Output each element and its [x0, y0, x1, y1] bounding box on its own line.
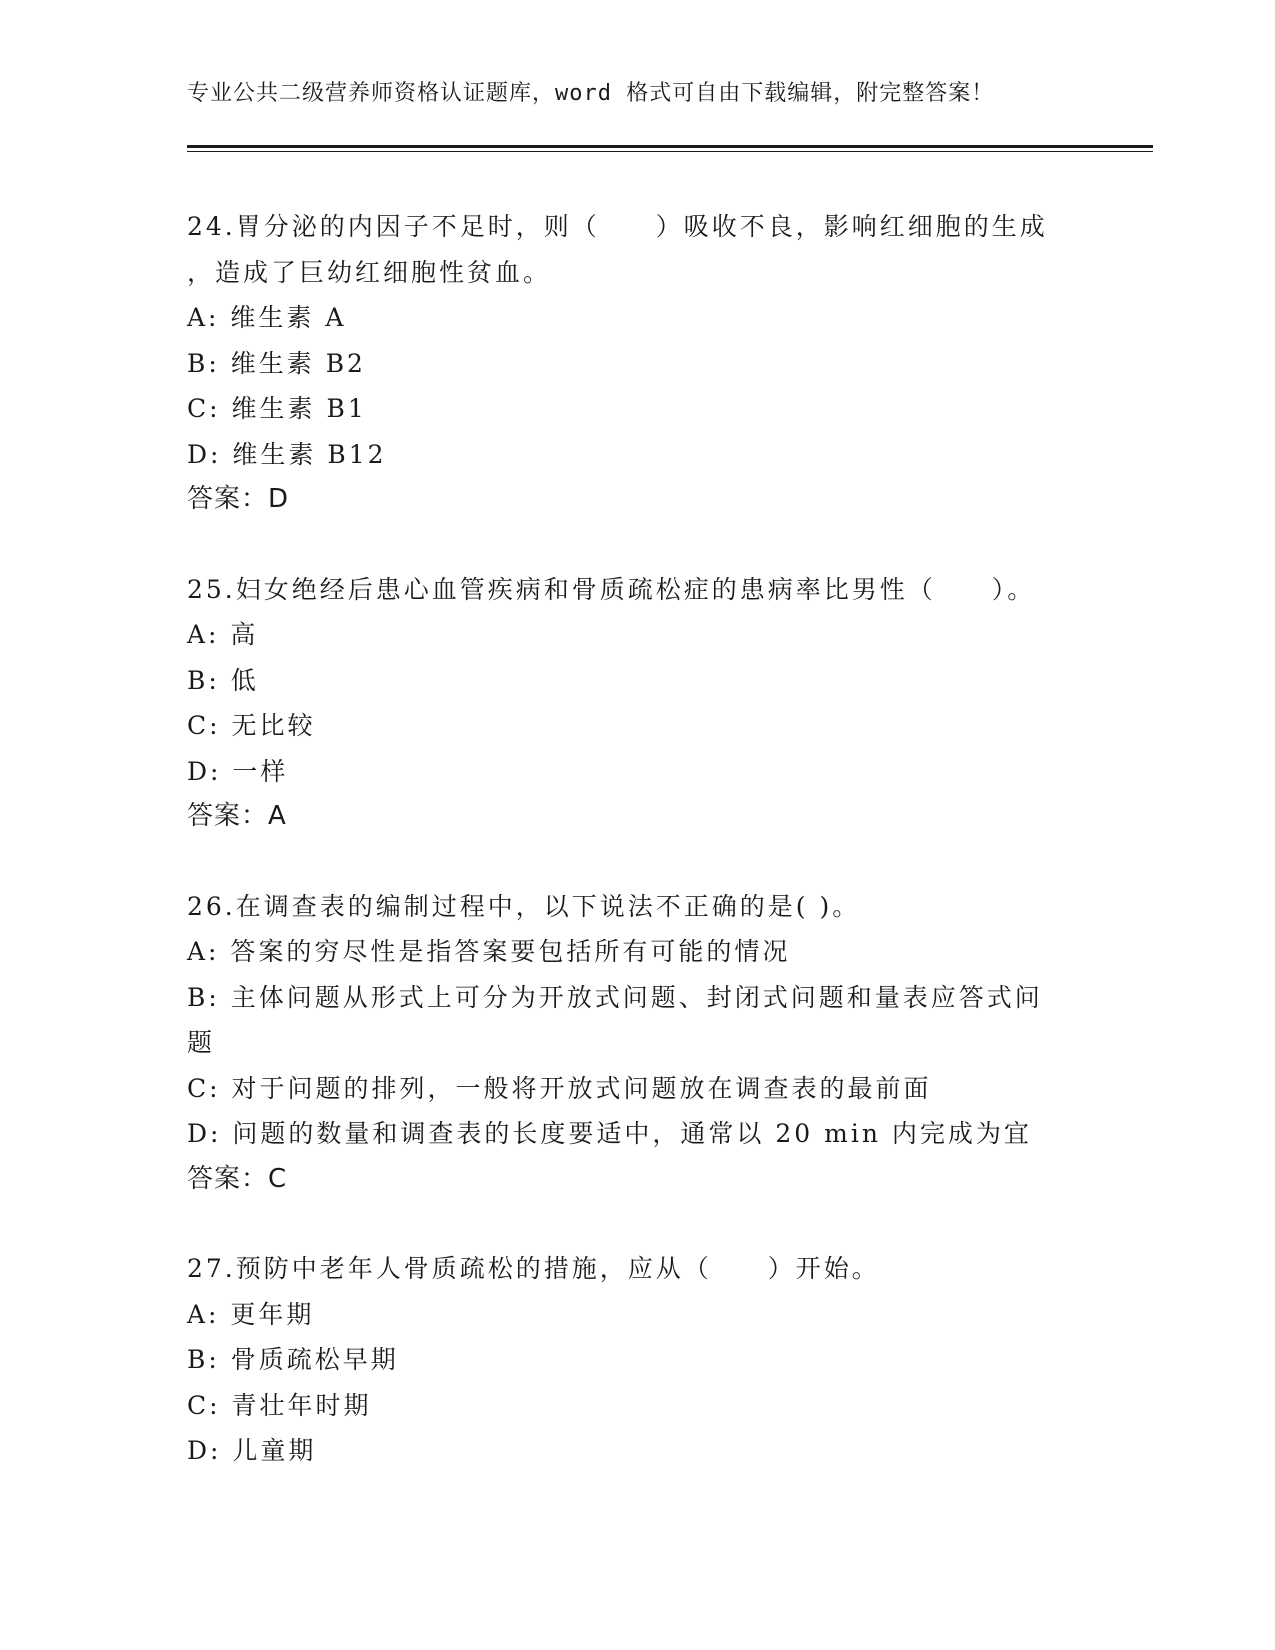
option-b: B: 骨质疏松早期 [187, 1345, 399, 1374]
option-d: D: 维生素 B12 [187, 439, 387, 469]
answer: 答案：D [187, 484, 290, 514]
question-27 [187, 1246, 1087, 1474]
option-c: C: 对于问题的排列，一般将开放式问题放在调查表的最前面 [187, 1073, 932, 1103]
option-d: D: 问题的数量和调查表的长度要适中，通常以 20 min 内完成为宜 [187, 1119, 1032, 1148]
option-b-continued: 题 [187, 1028, 216, 1057]
answer: 答案：C [187, 1163, 288, 1194]
option-a: A: 高 [187, 620, 259, 649]
option-c: C: 维生素 B1 [187, 394, 367, 423]
question-stem: 26.在调查表的编制过程中，以下说法不正确的是( )。 [187, 891, 861, 921]
question-list [187, 204, 1087, 1474]
question-stem: 24.胃分泌的内因子不足时，则（ ）吸收不良，影响红细胞的生成 [187, 212, 1048, 241]
question-24 [187, 204, 1087, 523]
option-c: C: 无比较 [187, 711, 316, 740]
option-b: B: 低 [187, 665, 259, 695]
option-d: D: 一样 [187, 756, 289, 786]
option-c: C: 青壮年时期 [187, 1390, 372, 1420]
option-a: A: 更年期 [187, 1299, 315, 1329]
question-25 [187, 567, 1087, 840]
option-a: A: 维生素 A [187, 303, 347, 332]
question-stem: ，造成了巨幼红细胞性贫血。 [187, 257, 552, 287]
header-title: 专业公共二级营养师资格认证题库，word 格式可自由下载编辑，附完整答案！ [187, 81, 995, 106]
answer: 答案：A [187, 801, 287, 831]
option-a: A: 答案的穷尽性是指答案要包括所有可能的情况 [187, 937, 791, 966]
header-divider-thin [187, 151, 1153, 152]
question-stem: 25.妇女绝经后患心血管疾病和骨质疏松症的患病率比男性（ ）。 [187, 574, 1036, 604]
question-stem: 27.预防中老年人骨质疏松的措施，应从（ ）开始。 [187, 1254, 880, 1283]
header-divider [187, 145, 1153, 148]
option-d: D: 儿童期 [187, 1436, 317, 1465]
option-b: B: 主体问题从形式上可分为开放式问题、封闭式问题和量表应答式问 [187, 982, 1043, 1012]
option-b: B: 维生素 B2 [187, 348, 366, 378]
question-26 [187, 884, 1087, 1203]
